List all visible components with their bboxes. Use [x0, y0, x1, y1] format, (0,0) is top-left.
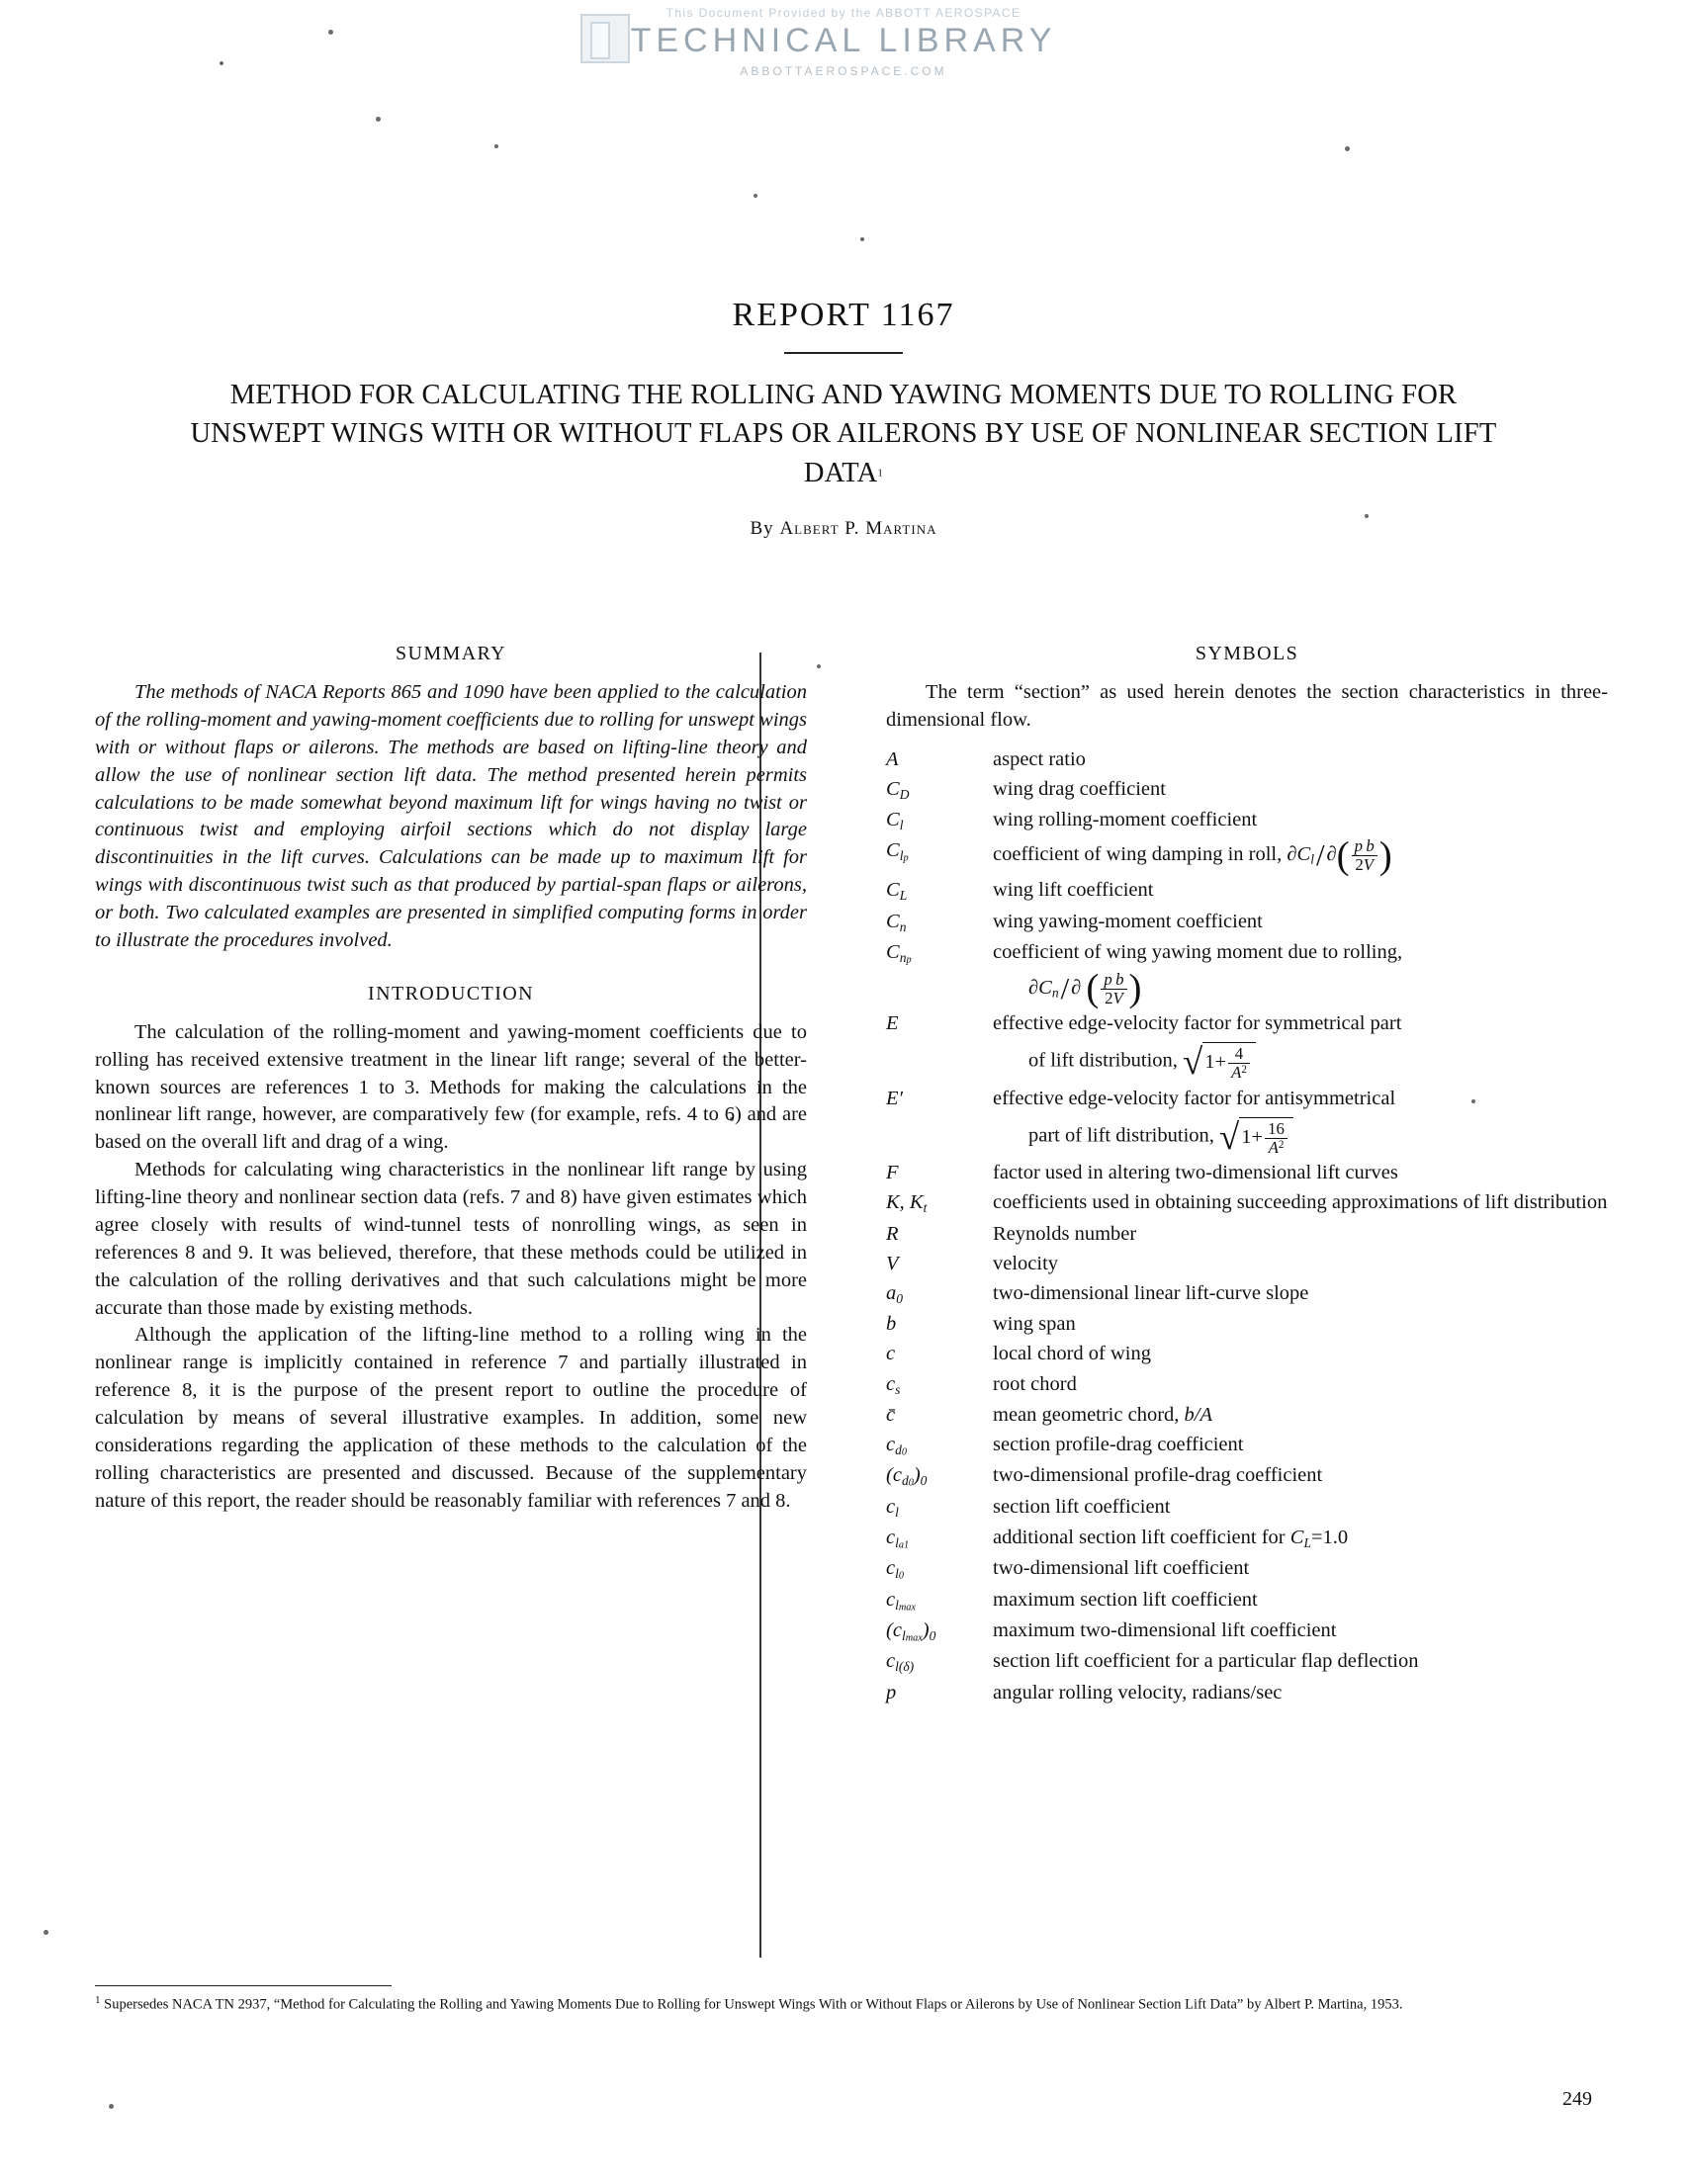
- symbol-row: [886, 1158, 1608, 1187]
- symbol-row: [886, 1400, 1608, 1430]
- author-name: Albert P. Martina: [779, 517, 937, 539]
- footnote-text: Supersedes NACA TN 2937, “Method for Calculating the Rolling and Yawing Moments Due to Rolling for Unswept Wings With or Without Flaps or Ailerons by Use of Nonlinear Section Lift Data” by Albert P. Martina, 1953.: [104, 1996, 1403, 2013]
- symbol-cl0: $c_{l0}$: [886, 1557, 904, 1582]
- symbol-Clp: $C_{lp}$: [886, 839, 909, 864]
- symbol-row: [886, 907, 1608, 937]
- scan-speck: [44, 1930, 48, 1935]
- symbol-row: [886, 937, 1608, 1009]
- symbol-row: [886, 805, 1608, 835]
- symbol-Cnp-definition: coefficient of wing yawing moment due to rolling, $\partial C_n/\partial$ ( $\frac{\text{p b}}{2V}$ ): [993, 937, 1608, 1009]
- footnote: [95, 1985, 1608, 2014]
- symbol-b-definition: wing span: [993, 1313, 1076, 1336]
- symbol-cd0-two-dim: $(c_{d0})_0$: [886, 1464, 928, 1489]
- introduction-heading: INTRODUCTION: [368, 982, 534, 1005]
- symbol-K-Kt: K, $K_t$: [886, 1191, 928, 1216]
- symbol-row: [886, 1585, 1608, 1616]
- symbol-row: [886, 1369, 1608, 1400]
- symbols-intro: The term “section” as used herein denotes the section characteristics in three-dimensional flow.: [886, 681, 1608, 731]
- symbol-cd0-two-dim-definition: two-dimensional profile-drag coefficient: [993, 1464, 1323, 1487]
- symbol-row: [886, 744, 1608, 774]
- symbol-Eprime: E′: [886, 1087, 904, 1109]
- title-divider: [784, 352, 903, 354]
- page-number: 249: [1562, 2088, 1592, 2110]
- symbol-cl: $c_l$: [886, 1495, 899, 1520]
- scan-speck: [817, 664, 821, 668]
- symbol-A: A: [886, 747, 899, 770]
- symbol-row: [886, 1219, 1608, 1249]
- symbol-cd0: $c_{d0}$: [886, 1433, 907, 1458]
- title-block: [168, 297, 1519, 540]
- symbol-row: [886, 835, 1608, 875]
- symbol-A-definition: aspect ratio: [993, 747, 1086, 770]
- symbol-row: [886, 1249, 1608, 1278]
- summary-paragraph: The methods of NACA Reports 865 and 1090 have been applied to the calculation of the rolling-moment and yawing-moment coefficients due to rolling for unswept wings with or without flaps or ailerons. The methods are based on lifting-line theory and allow the use of nonlinear section lift data. The method presented herein permits calculations to be made somewhat beyond maximum lift for wings having no twist or continuous twist and employing airfoil sections which do not display large discontinuities in the lift curves. Calculations can be made up to maximum lift for wings with discontinuous twist such as that produced by partial-span flaps or ailerons, or both. Two calculated examples are presented in simplified computing forms in order to illustrate the procedures involved.: [95, 681, 807, 951]
- footnote-mark: 1: [95, 1994, 101, 2006]
- title-footnote-mark: 1: [877, 467, 884, 480]
- symbol-CL-definition: wing lift coefficient: [993, 879, 1154, 902]
- symbol-c: c: [886, 1343, 896, 1365]
- left-column: [95, 643, 807, 1516]
- symbol-row: [886, 1553, 1608, 1584]
- symbol-row: [886, 1646, 1608, 1677]
- symbol-row: [886, 774, 1608, 805]
- symbol-cl-delta-definition: section lift coefficient for a particular flap deflection: [993, 1650, 1419, 1673]
- scan-speck: [860, 237, 864, 241]
- symbol-cl-delta: $c_{l(\delta)}$: [886, 1650, 915, 1675]
- scan-speck: [109, 2104, 114, 2109]
- byline-prefix: By: [750, 517, 774, 539]
- symbol-row: [886, 1460, 1608, 1491]
- report-number: REPORT 1167: [732, 297, 955, 333]
- symbol-cl-definition: section lift coefficient: [993, 1495, 1171, 1518]
- symbol-F-definition: factor used in altering two-dimensional lift curves: [993, 1162, 1398, 1184]
- watermark: [0, 0, 1687, 79]
- symbol-row: [886, 1616, 1608, 1646]
- symbol-row: [886, 1430, 1608, 1460]
- symbol-Cl: $C_l$: [886, 809, 904, 832]
- symbol-row: [886, 1523, 1608, 1553]
- symbol-cbar: c̄: [886, 1403, 896, 1426]
- symbols-heading: SYMBOLS: [1195, 643, 1299, 664]
- symbol-row: [886, 1008, 1608, 1084]
- symbol-CD-definition: wing drag coefficient: [993, 777, 1166, 800]
- watermark-line-2: TECHNICAL LIBRARY: [630, 22, 1057, 59]
- symbol-row: [886, 1309, 1608, 1339]
- symbol-K-Kt-definition: [993, 1187, 1608, 1218]
- symbol-p: p: [886, 1681, 897, 1704]
- symbol-row: [886, 875, 1608, 906]
- symbol-cla1-definition: additional section lift coefficient for $C_L=1.0$: [993, 1526, 1349, 1550]
- symbol-Cl-definition: wing rolling-moment coefficient: [993, 809, 1258, 831]
- symbol-row: [886, 1084, 1608, 1159]
- symbol-Cn: $C_n$: [886, 910, 907, 934]
- symbol-Cnp: $C_{np}$: [886, 940, 912, 965]
- scan-speck: [376, 117, 381, 122]
- symbol-K-Kt-definition-text: coefficients used in obtaining succeeding approximations of lift distribution: [993, 1191, 1608, 1214]
- footnote-rule: [95, 1985, 392, 1986]
- symbol-row: [886, 1278, 1608, 1309]
- symbol-V-definition: velocity: [993, 1252, 1059, 1274]
- symbol-cs: $c_s$: [886, 1372, 901, 1397]
- symbol-a0-definition: two-dimensional linear lift-curve slope: [993, 1281, 1309, 1304]
- symbol-clmax-two-dim-definition: maximum two-dimensional lift coefficient: [993, 1619, 1337, 1641]
- symbol-V: V: [886, 1252, 899, 1274]
- scan-speck: [220, 61, 223, 65]
- byline: [168, 518, 1519, 540]
- symbol-row: [886, 1187, 1608, 1218]
- symbol-p-definition: angular rolling velocity, radians/sec: [993, 1681, 1283, 1704]
- symbol-b: b: [886, 1313, 897, 1336]
- symbol-CD: $C_D$: [886, 777, 910, 802]
- symbol-Cnp-formula: $\partial C_n/\partial$ ( $\frac{\text{p b}}{2V}$ ): [1028, 967, 1142, 1010]
- symbol-CL: $C_L$: [886, 879, 908, 904]
- summary-heading: SUMMARY: [395, 643, 507, 664]
- symbol-F: F: [886, 1162, 899, 1184]
- symbol-row: [886, 1678, 1608, 1707]
- introduction-paragraph-1: The calculation of the rolling-moment and yawing-moment coefficients due to rolling has received extensive treatment in the linear lift range; several of the better-known sources are references 1 to 3. Methods for making the calculations in the nonlinear lift range, however, are comparatively few (for example, refs. 4 to 6) and are based on the overall lift and drag of a wing.: [95, 1020, 807, 1154]
- symbol-cd0-definition: section profile-drag coefficient: [993, 1433, 1244, 1455]
- watermark-logo-icon: [580, 14, 630, 63]
- symbol-Eprime-formula: part of lift distribution, √1+ $\frac{16}{A^2}$: [993, 1117, 1608, 1156]
- page-title-text: METHOD FOR CALCULATING THE ROLLING AND YAWING MOMENTS DUE TO ROLLING FOR UNSWEPT WINGS WITH OR WITHOUT FLAPS OR AILERONS BY USE OF NONLINEAR SECTION LIFT DATA: [190, 380, 1497, 488]
- introduction-paragraph-3: Although the application of the lifting-line method to a rolling wing in the nonlinear range is implicitly contained in reference 7 and partially illustrated in reference 8, it is the purpose of the present report to outline the procedure of calculation by means of several illustrative examples. In addition, some new considerations regarding the application of these methods to the calculation of the rolling characteristics are presented and discussed. Because of the supplementary nature of this report, the reader should be reasonably familiar with references 7 and 8.: [95, 1324, 807, 1512]
- right-column: [886, 643, 1608, 1707]
- symbol-cl0-definition: two-dimensional lift coefficient: [993, 1557, 1250, 1580]
- symbol-c-definition: local chord of wing: [993, 1343, 1151, 1365]
- symbol-R-definition: Reynolds number: [993, 1222, 1137, 1245]
- introduction-paragraph-2: Methods for calculating wing characteristics in the nonlinear lift range by using lifting-line theory and nonlinear section data (refs. 7 and 8) have given estimates which agree closely with results of wind-tunnel tests of nonrolling wings, as seen in references 8 and 9. It was believed, therefore, that these methods could be utilized in the calculation of the rolling derivatives and that such calculations might be more accurate than those made by existing methods.: [95, 1159, 807, 1319]
- symbol-row: [886, 1492, 1608, 1523]
- symbol-cla1: $c_{la1}$: [886, 1526, 910, 1551]
- watermark-line-3: ABBOTTAEROSPACE.COM: [740, 64, 947, 78]
- scan-speck: [328, 30, 333, 35]
- watermark-line-1: This Document Provided by the ABBOTT AEROSPACE: [666, 6, 1021, 20]
- symbol-Eprime-definition: effective edge-velocity factor for antisymmetrical part of lift distribution, √1+ $\frac{16}{A^2}$: [993, 1084, 1608, 1159]
- symbols-table: [886, 744, 1608, 1707]
- symbol-row: [886, 1339, 1608, 1368]
- scan-speck: [494, 144, 498, 148]
- scan-speck: [754, 194, 757, 198]
- symbol-E: E: [886, 1012, 899, 1035]
- symbol-Clp-definition: coefficient of wing damping in roll, $\partial C_l/\partial$( $\frac{\text{p b}}{2V}$ ): [993, 833, 1392, 877]
- symbol-Cn-definition: wing yawing-moment coefficient: [993, 910, 1263, 932]
- symbol-cs-definition: root chord: [993, 1372, 1077, 1395]
- symbol-cbar-definition: mean geometric chord, b/A: [993, 1403, 1212, 1426]
- scan-speck: [1345, 146, 1350, 151]
- symbol-E-formula: of lift distribution, √1+ $\frac{4}{A^2}$: [993, 1042, 1608, 1081]
- symbol-R: R: [886, 1222, 899, 1245]
- symbol-a0: $a_0$: [886, 1281, 904, 1306]
- symbol-clmax-two-dim: $(c_{lmax})_0$: [886, 1619, 936, 1644]
- page-title: [168, 376, 1519, 492]
- symbol-clmax-definition: maximum section lift coefficient: [993, 1588, 1258, 1611]
- symbol-clmax: $c_{lmax}$: [886, 1588, 916, 1613]
- symbol-E-definition: effective edge-velocity factor for symmetrical part of lift distribution, √1+ $\frac{4}{A^2}$: [993, 1008, 1608, 1084]
